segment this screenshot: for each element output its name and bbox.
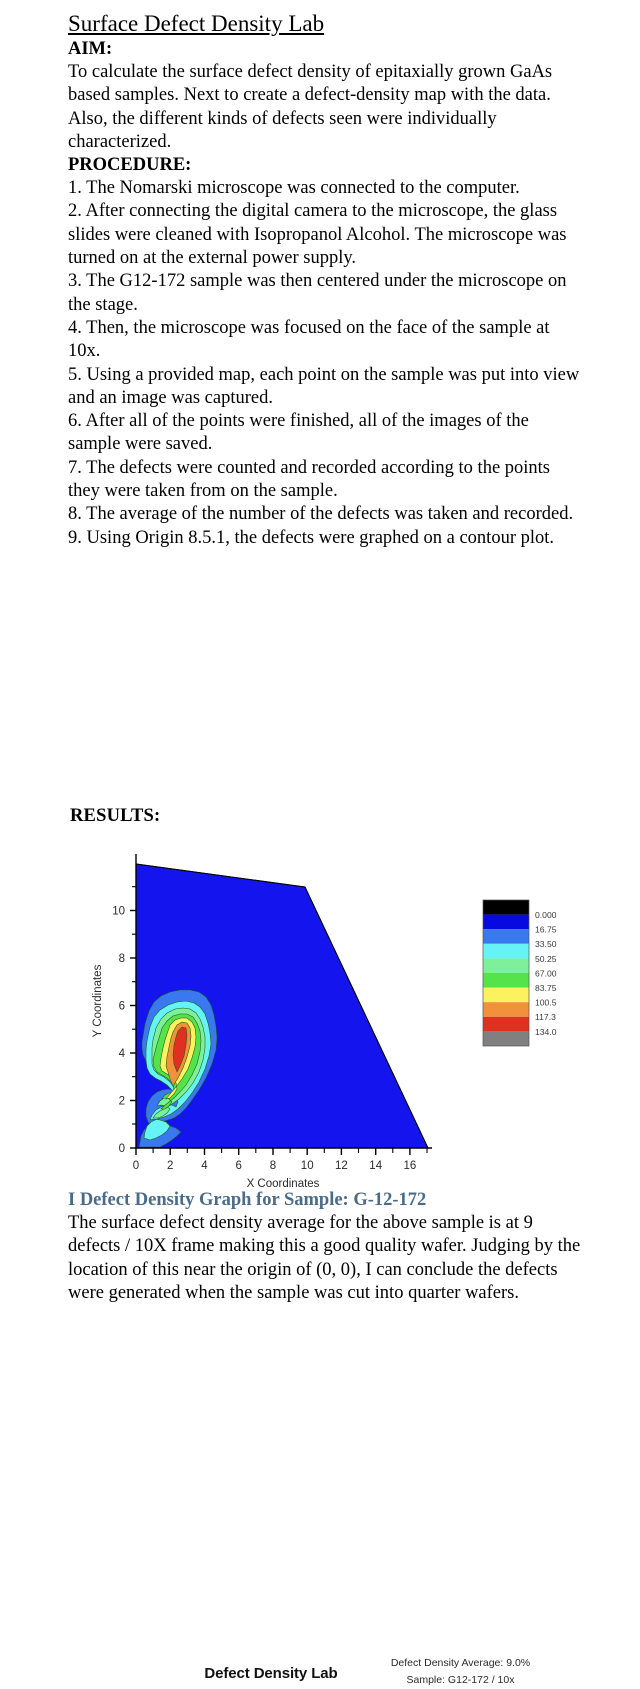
annotation-sample: Sample: G12-172 / 10x	[406, 1674, 515, 1686]
x-axis-title: X Coordinates	[246, 1178, 320, 1190]
colorbar-label: 16.75	[535, 924, 557, 935]
colorbar-label: 0.000	[535, 910, 557, 920]
procedure-step: 6. After all of the points were finished, all of the images of the sample were saved.	[68, 411, 529, 455]
results-heading: RESULTS:	[70, 806, 161, 826]
procedure-step: 5. Using a provided map, each point on the sample was put into view and an image was captured.	[68, 364, 580, 408]
colorbar-label: 67.00	[535, 968, 557, 979]
y-tick-label: 2	[118, 1095, 125, 1108]
x-tick-label: 4	[201, 1160, 208, 1172]
y-tick-label: 0	[118, 1143, 125, 1155]
colorbar-band	[483, 958, 529, 973]
y-tick-label: 8	[118, 953, 125, 965]
colorbar-band	[483, 915, 529, 930]
procedure-step: 7. The defects were counted and recorded according to the points they were taken from on the sample.	[68, 457, 551, 502]
colorbar-label: 100.5	[535, 997, 557, 1008]
x-tick-label: 14	[369, 1160, 383, 1172]
procedure-step: 8. The average of the number of the defects was taken and recorded.	[68, 504, 574, 525]
colorbar-band	[483, 929, 529, 944]
y-tick-label: 4	[118, 1048, 125, 1060]
annotation-average: Defect Density Average: 9.0%	[390, 1657, 531, 1669]
colorbar-band	[483, 900, 529, 915]
procedure-step: 9. Using Origin 8.5.1, the defects were graphed on a contour plot.	[68, 527, 555, 548]
procedure-heading: PROCEDURE:	[68, 155, 192, 176]
colorbar-label: 117.3	[535, 1012, 556, 1023]
colorbar-band	[483, 1031, 529, 1046]
x-axis-tick-labels	[133, 1160, 417, 1172]
x-tick-label: 2	[166, 1160, 174, 1172]
chart-title: Defect Density Lab	[204, 1665, 338, 1682]
figure-caption: I Defect Density Graph for Sample: G-12-172	[68, 1190, 427, 1210]
aim-heading: AIM:	[68, 39, 113, 59]
conclusion-text: The surface defect density average for the above sample is at 9 defects / 10X frame making this a good quality wafer. Judging by the location of this near the origin of (0, 0), I can conclude the defects were generated when the sample was cut into quarter wafers.	[68, 1213, 581, 1303]
x-tick-label: 0	[132, 1160, 140, 1172]
contour-plot-svg	[0, 826, 640, 1196]
colorbar-band	[483, 1002, 529, 1017]
x-tick-label: 10	[300, 1160, 314, 1172]
colorbar-band	[483, 988, 529, 1003]
x-tick-label: 12	[335, 1160, 348, 1172]
colorbar-label: 33.50	[535, 939, 557, 950]
chart-annotation	[363, 1655, 558, 1689]
y-tick-label: 10	[112, 905, 125, 918]
aim-text: To calculate the surface defect density of epitaxially grown GaAs based samples. Next to create a defect-density map with the data. Also, the different kinds of defects seen were individually characterized.	[68, 62, 553, 152]
y-axis-tick-labels	[112, 906, 125, 1156]
colorbar-band	[483, 1017, 529, 1032]
colorbar-label: 83.75	[535, 983, 557, 993]
colorbar-label: 134.0	[535, 1026, 557, 1037]
y-axis-title: Y Coordinates	[92, 964, 104, 1038]
colorbar-band	[483, 944, 529, 959]
procedure-step: 3. The G12-172 sample was then centered under the microscope on the stage.	[68, 271, 567, 315]
procedure-step: 4. Then, the microscope was focused on the face of the sample at 10x.	[68, 317, 550, 362]
colorbar-label: 50.25	[535, 953, 557, 964]
x-tick-label: 8	[269, 1160, 277, 1172]
colorbar	[483, 900, 557, 1046]
x-axis-ticks	[136, 1148, 427, 1155]
colorbar-band	[483, 973, 529, 988]
procedure-step: 1. The Nomarski microscope was connected to the computer.	[68, 178, 520, 199]
y-tick-label: 6	[118, 1000, 125, 1013]
colorbar-labels	[535, 910, 557, 1037]
procedure-step: 2. After connecting the digital camera to the microscope, the glass slides were cleaned with Isopropanol Alcohol. The microscope was turned on at the external power supply.	[68, 201, 567, 269]
page-title: Surface Defect Density Lab	[68, 11, 325, 36]
y-axis-ticks	[130, 887, 136, 1148]
contour-plot	[0, 826, 640, 1196]
document-body	[68, 10, 580, 550]
x-tick-label: 6	[235, 1160, 242, 1172]
x-tick-label: 16	[403, 1160, 417, 1172]
